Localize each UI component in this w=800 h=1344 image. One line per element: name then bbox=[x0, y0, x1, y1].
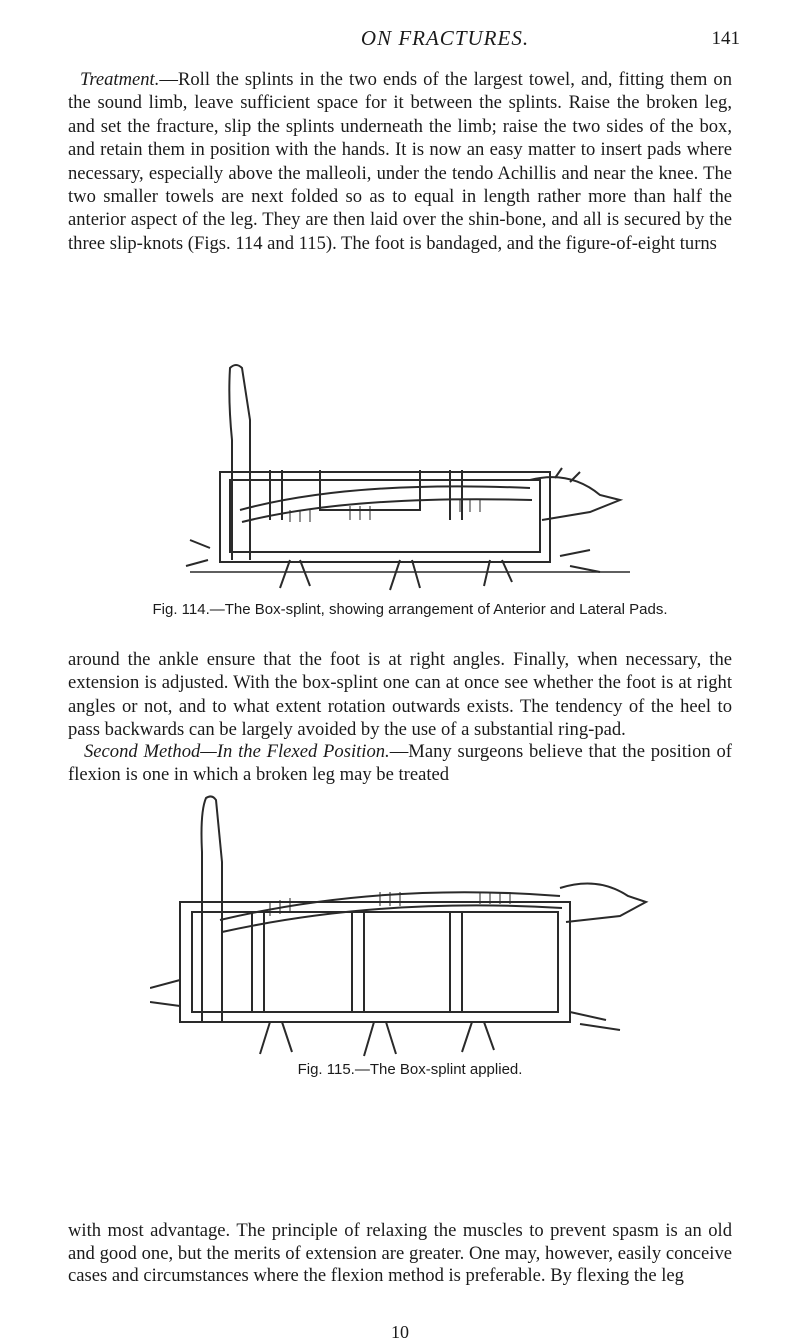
signature-mark: 10 bbox=[391, 1322, 409, 1342]
figure-114-box-splint bbox=[150, 360, 670, 600]
running-title: ON FRACTURES. bbox=[360, 26, 530, 50]
figure-115-box-splint-applied bbox=[150, 792, 670, 1062]
figure-114-caption: Fig. 114.—The Box-splint, showing arrangement of Anterior and Lateral Pads. bbox=[152, 601, 668, 618]
paragraph-second-method-text: —Many surgeons believe that the position of flexion is one in which a broken leg may be treated bbox=[68, 741, 732, 786]
paragraph-treatment-text: —Roll the splints in the two ends of the largest towel, and, fitting them on the sound limb, leave sufficient space for it between the splints. Raise the broken leg, and set the fracture, slip the splints underneath the limb; raise the two sides of the box, and retain them in position with the hands. It is now an easy matter to insert pads where necessary, especially above the malleoli, under the tendo Achillis and near the knee. The two smaller towels are next folded so as to equal in length rather more than half the anterior aspect of the leg. They are then laid over the shin-bone, and all is secured by the three slip-knots (Figs. 114 and 115). The foot is bandaged, and the figure-of-eight turns bbox=[68, 69, 732, 254]
page-number: 141 bbox=[711, 28, 740, 49]
box-splint-pads-illustration bbox=[150, 360, 670, 600]
second-method-heading: Second Method—In the Flexed Position. bbox=[84, 741, 390, 762]
paragraph-ankle: around the ankle ensure that the foot is at right angles. Finally, when necessary, the extension is adjusted. With the box-splint one can at once see whether the foot is at right angles or not, and to what extent rotation outwards exists. The tendency of the heel to pass backwards can be largely avoided by the use of a substantial ring-pad. bbox=[68, 649, 732, 741]
running-head bbox=[150, 26, 740, 52]
paragraph-second-method bbox=[68, 740, 732, 787]
figure-115-caption: Fig. 115.—The Box-splint applied. bbox=[297, 1061, 523, 1078]
paragraph-treatment bbox=[68, 68, 732, 255]
box-splint-applied-illustration bbox=[150, 792, 670, 1062]
treatment-heading: Treatment. bbox=[80, 69, 160, 90]
paragraph-flexion: with most advantage. The principle of relaxing the muscles to prevent spasm is an old and good one, but the merits of extension are greater. One may, however, easily conceive cases and circumstances where the flexion method is preferable. By flexing the leg bbox=[68, 1220, 732, 1287]
